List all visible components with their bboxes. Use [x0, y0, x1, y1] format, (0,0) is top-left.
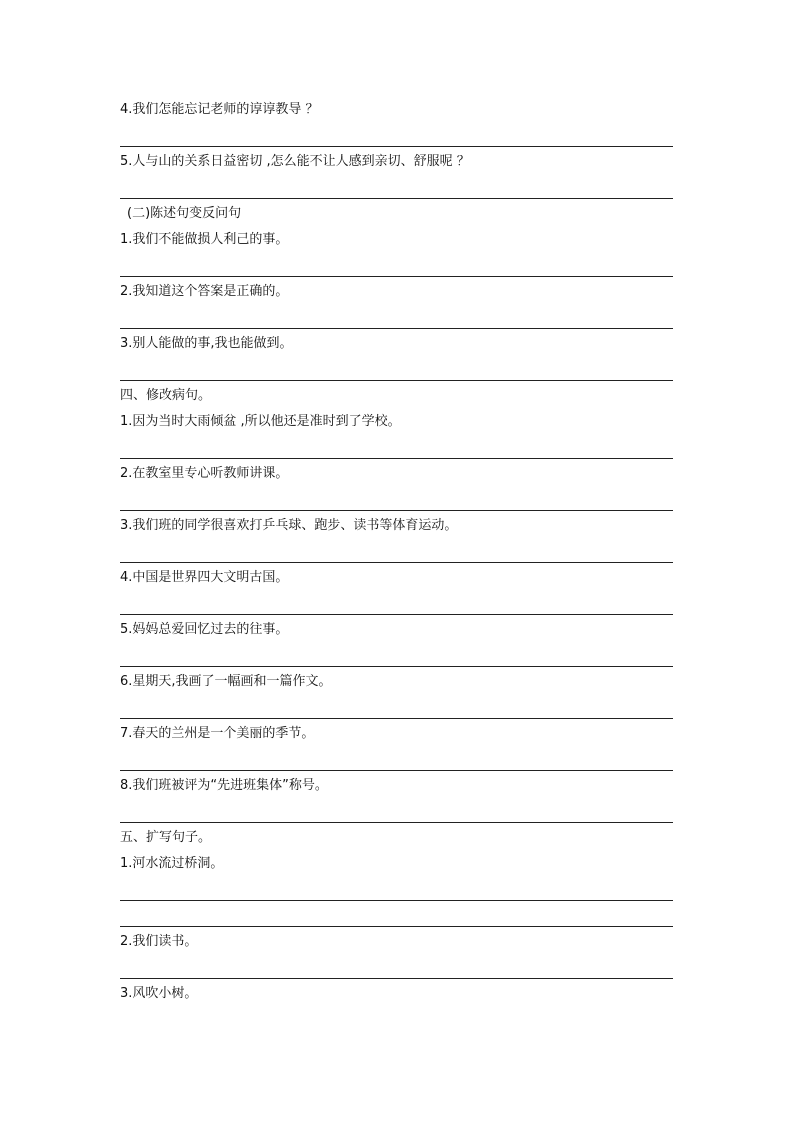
answer-line — [120, 276, 673, 277]
answer-line — [120, 614, 673, 615]
question-text: 5.妈妈总爱回忆过去的往事。 — [120, 622, 289, 637]
section-heading: 五、扩写句子。 — [120, 830, 212, 845]
question-text: 3.风吹小树。 — [120, 986, 198, 1001]
section-heading: (二)陈述句变反问句 — [127, 206, 242, 221]
answer-line — [120, 770, 673, 771]
question-text: 2.在教室里专心听教师讲课。 — [120, 466, 289, 481]
answer-line — [120, 562, 673, 563]
answer-line — [120, 380, 673, 381]
question-text: 5.人与山的关系日益密切 ,怎么能不让人感到亲切、舒服呢 ？ — [120, 154, 470, 169]
answer-line — [120, 510, 673, 511]
question-text: 8.我们班被评为“先进班集体”称号。 — [120, 778, 328, 793]
answer-line — [120, 822, 673, 823]
question-text: 2.我们读书。 — [120, 934, 198, 949]
answer-line — [120, 718, 673, 719]
answer-line — [120, 458, 673, 459]
question-text: 3.我们班的同学很喜欢打乒乓球、跑步、读书等体育运动。 — [120, 518, 458, 533]
question-text: 4.中国是世界四大文明古国。 — [120, 570, 289, 585]
question-text: 7.春天的兰州是一个美丽的季节。 — [120, 726, 315, 741]
question-text: 1.河水流过桥洞。 — [120, 856, 224, 871]
answer-line — [120, 198, 673, 199]
question-text: 3.别人能做的事,我也能做到。 — [120, 336, 293, 351]
question-text: 1.因为当时大雨倾盆 ,所以他还是准时到了学校。 — [120, 414, 401, 429]
answer-line — [120, 328, 673, 329]
answer-line — [120, 926, 673, 927]
question-text: 2.我知道这个答案是正确的。 — [120, 284, 289, 299]
answer-line — [120, 900, 673, 901]
answer-line — [120, 666, 673, 667]
section-heading: 四、修改病句。 — [120, 388, 212, 403]
question-text: 6.星期天,我画了一幅画和一篇作文。 — [120, 674, 332, 689]
answer-line — [120, 978, 673, 979]
question-text: 1.我们不能做损人利己的事。 — [120, 232, 289, 247]
answer-line — [120, 146, 673, 147]
question-text: 4.我们怎能忘记老师的谆谆教导 ？ — [120, 102, 319, 117]
